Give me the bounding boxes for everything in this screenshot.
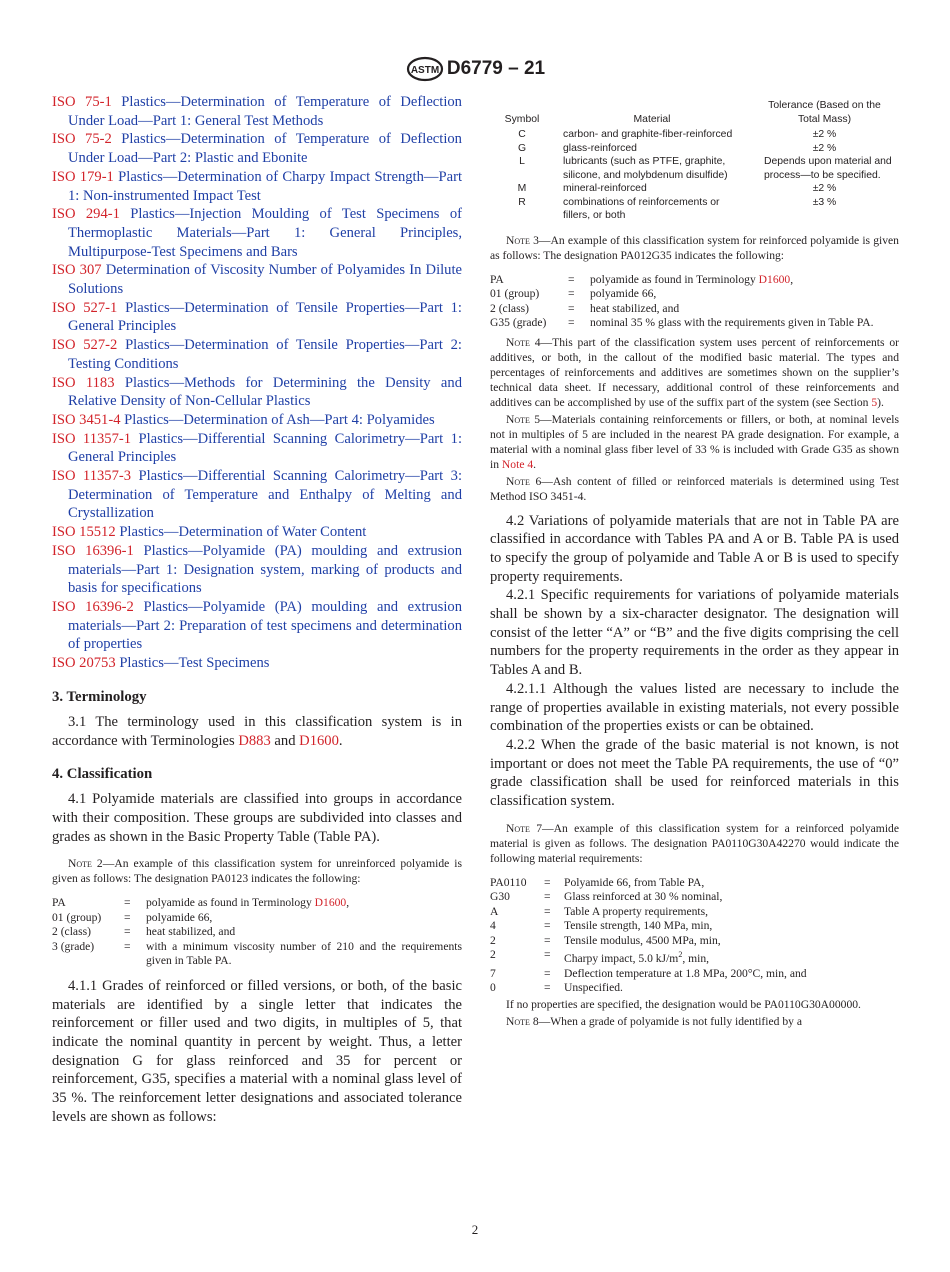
section-5-link[interactable]: 5 (871, 395, 878, 409)
reference-item (52, 430, 462, 467)
reference-item (52, 542, 462, 598)
reference-item (52, 336, 462, 373)
note-5: Note 5—Materials containing reinforcements or fillers, or both, at nominal levels not in multiples of 5 are included in the nearest PA grade designation. For example, a material with a nominal glass fiber level of 33 % is included with Grade G35 as shown in Note 4. (490, 412, 899, 471)
paragraph-4-2-1-1: 4.2.1.1 Although the values listed are necessary to include the range of properties available in existing materials, not every possible combination of the properties exists or can be obtained. (490, 680, 899, 735)
reference-code-link[interactable]: ISO 294-1 (52, 206, 120, 223)
page-header (0, 56, 950, 82)
table-row: G glass-reinforced ±2 % (517, 142, 837, 154)
reference-item (52, 411, 462, 430)
reference-item (52, 374, 462, 411)
definition-row: 7 = Deflection temperature at 1.8 MPa, 200°C, min, and (490, 966, 807, 980)
definition-row: PA = polyamide as found in Terminology D1600, (490, 272, 794, 286)
definition-row: 2 (class) = heat stabilized, and (490, 301, 680, 315)
reference-title-link[interactable]: Plastics—Determination of Ash—Part 4: Polyamides (124, 411, 435, 428)
reference-item (52, 205, 462, 261)
note-label: Note 7 (506, 821, 543, 835)
note-2-definitions (52, 896, 462, 969)
definition-row: 4 = Tensile strength, 140 MPa, min, (490, 919, 713, 933)
reference-code-link[interactable]: ISO 20753 (52, 655, 116, 672)
right-column (490, 99, 899, 1029)
definition-row: 2 = Charpy impact, 5.0 $kJ/m^2$, min, (490, 948, 710, 966)
definition-row: 2 (class) = heat stabilized, and (52, 925, 236, 939)
note-label: Note 8 (506, 1014, 539, 1028)
reference-title-link[interactable]: Plastics—Differential Scanning Calorimetry—Part 3: Determination of Temperature and Enthalpy of Melting and Crystallization (68, 468, 462, 522)
reference-code-link[interactable]: ISO 527-2 (52, 337, 118, 354)
note-7: Note 7—An example of this classification system for a reinforced polyamide material is given as follows. The designation PA0110G30A42270 would indicate the following material requirements: (490, 821, 899, 865)
note-label: Note 6 (506, 474, 542, 488)
definition-row: 0 = Unspecified. (490, 981, 623, 995)
note-label: Note 4 (506, 335, 541, 349)
reference-item (52, 93, 462, 130)
paragraph-4-2-1: 4.2.1 Specific requirements for variations of polyamide materials shall be shown by a six-character designator. The designation will consist of the letter “A” or “B” and the five digits comprising the cell numbers for the property requirements in the order as they appear in Tables A and B. (490, 587, 899, 679)
d1600-link[interactable]: D1600 (758, 272, 791, 286)
definition-row: PA0110 = Polyamide 66, from Table PA, (490, 875, 705, 889)
reference-item (52, 299, 462, 336)
note-2: Note 2—An example of this classification system for unreinforced polyamide is given as follows: The designation PA0123 indicates the following: (52, 857, 462, 886)
reference-title-link[interactable]: Plastics—Polyamide (PA) moulding and extrusion materials—Part 2: Preparation of test specimens and determination of properties (68, 598, 462, 653)
section-3-heading: 3. Terminology (52, 688, 147, 705)
reference-code-link[interactable]: ISO 307 (52, 262, 102, 279)
definition-row: 3 (grade) = with a minimum viscosity number of 210 and the requirements given in Table PA. (52, 939, 462, 968)
reference-code-link[interactable]: ISO 179-1 (52, 168, 114, 185)
reference-title-link[interactable]: Plastics—Determination of Tensile Properties—Part 2: Testing Conditions (68, 337, 462, 372)
section-4-heading: 4. Classification (52, 766, 153, 783)
reference-item (52, 467, 462, 523)
reference-title-link[interactable]: Determination of Viscosity Number of Polyamides In Dilute Solutions (68, 262, 463, 298)
reference-title-link[interactable]: Plastics—Methods for Determining the Density and Relative Density of Non-Cellular Plastics (68, 374, 462, 410)
table-row: L lubricants (such as PTFE, graphite, silicone, and molybdenum disulfide) Depends upon material and process—to be specified. (519, 156, 892, 181)
reference-code-link[interactable]: ISO 11357-3 (52, 468, 132, 485)
definition-row: G35 (grade) = nominal 35 % glass with the requirements given in Table PA. (490, 316, 874, 329)
reference-code-link[interactable]: ISO 15512 (52, 524, 116, 541)
note-4: Note 4—This part of the classification system uses percent of reinforcements or additives, or both, in the callout of the modified basic material. The types and percentages of reinforcements and additives are sometimes shown on the supplier’s technical data sheet. If necessary, additional control of these reinforcements and additives can be accomplished by use of the suffix part of the system (see Section 5). (490, 335, 899, 409)
astm-logo-text: ASTM (410, 65, 440, 76)
definition-row: 2 = Tensile modulus, 4500 MPa, min, (490, 933, 721, 947)
reference-title-link[interactable]: Plastics—Determination of Charpy Impact Strength—Part 1: Non-instrumented Impact Test (68, 168, 462, 204)
table-row: R combinations of reinforcements or fillers, or both ±3 % (518, 196, 837, 221)
left-column (52, 93, 462, 1126)
document-designation: D6779 – 21 (446, 58, 546, 79)
d1600-link[interactable]: D1600 (299, 732, 339, 749)
d883-link[interactable]: D883 (238, 732, 271, 749)
d1600-link[interactable]: D1600 (314, 896, 347, 910)
column-header-symbol: Symbol (504, 113, 540, 125)
reference-title-link[interactable]: Plastics—Determination of Water Content (119, 524, 367, 541)
reference-title-link[interactable]: Plastics—Test Specimens (119, 655, 270, 672)
reference-item (52, 130, 462, 167)
note-3-definitions (490, 273, 899, 331)
reference-title-link[interactable]: Plastics—Determination of Temperature of Deflection Under Load—Part 1: General Test Methods (68, 94, 462, 129)
reference-title-link[interactable]: Plastics—Differential Scanning Calorimetry—Part 1: General Principles (68, 430, 462, 466)
reference-code-link[interactable]: ISO 3451-4 (52, 411, 121, 428)
definition-row: 01 (group) = polyamide 66, (52, 910, 213, 924)
table-header-row (490, 99, 899, 126)
column-header-material: Material (633, 113, 671, 125)
table-row: C carbon- and graphite-fiber-reinforced ±2 % (518, 129, 837, 140)
reference-code-link[interactable]: ISO 75-2 (52, 131, 112, 148)
note-label: Note 2 (68, 857, 103, 871)
reference-item (52, 598, 462, 654)
reference-code-link[interactable]: ISO 11357-1 (52, 430, 132, 447)
reference-item (52, 523, 462, 542)
definition-row: 01 (group) = polyamide 66, (490, 287, 657, 300)
note-7-tail: If no properties are specified, the designation would be PA0110G30A00000. (506, 997, 861, 1011)
paragraph-4-1: 4.1 Polyamide materials are classified into groups in accordance with their composition. These groups are subdivided into classes and grades as shown in the Basic Property Table (Table PA). (52, 791, 462, 845)
note-6: Note 6—Ash content of filled or reinforced materials is determined using Test Method ISO 3451-4. (490, 474, 899, 503)
reference-item (52, 261, 462, 298)
reference-title-link[interactable]: Plastics—Determination of Temperature of Deflection Under Load—Part 2: Plastic and Ebonite (68, 131, 462, 167)
astm-logo-icon (405, 56, 445, 82)
table-row: M mineral-reinforced ±2 % (517, 183, 837, 194)
paragraph-3-1: 3.1 The terminology used in this classification system is in accordance with Terminologies D883 and D1600. (52, 713, 462, 749)
reference-title-link[interactable]: Plastics—Injection Moulding of Test Specimens of Thermoplastic Materials—Part 1: General Principles, Multipurpose-Test Specimens and Bars (68, 206, 462, 260)
note-label: Note 5 (506, 412, 541, 426)
referenced-documents-list (52, 93, 462, 673)
reference-title-link[interactable]: Plastics—Polyamide (PA) moulding and extrusion materials—Part 1: Designation system, marking of products and basis for specifications (68, 542, 462, 597)
reference-title-link[interactable]: Plastics—Determination of Tensile Properties—Part 1: General Principles (68, 299, 462, 335)
reference-code-link[interactable]: ISO 75-1 (52, 94, 112, 110)
column-header-tolerance: Tolerance (Based on the Total Mass) (768, 100, 881, 125)
definition-row: PA = polyamide as found in Terminology D1600, (52, 896, 350, 910)
definition-row: G30 = Glass reinforced at 30 % nominal, (490, 890, 723, 904)
reference-code-link[interactable]: ISO 16396-1 (52, 542, 134, 559)
paragraph-4-2-2: 4.2.2 When the grade of the basic material is not known, is not important or does not meet the Table PA requirements, the use of “0” grade classification shall be used for reinforced materials in this classification system. (490, 736, 899, 810)
reference-item (52, 654, 462, 673)
paragraph-4-2: 4.2 Variations of polyamide materials that are not in Table PA are classified in accordance with Tables PA and A or B. Table PA is used to specify the group of polyamide and Table A or B is used to specify property requirements. (490, 512, 899, 585)
note-label: Note 3 (506, 233, 539, 247)
reference-code-link[interactable]: ISO 16396-2 (52, 598, 134, 615)
paragraph-4-1-1: 4.1.1 Grades of reinforced or filled versions, or both, of the basic materials are identified by a single letter that indicates the reinforcement or filler used and two digits, in multiples of 5, that indicate the nominal quantity in percent by weight. Thus, a letter designation G for glass reinforced and 35 for percent or reinforcement, G35, specifies a material with a nominal glass level of 35 %. The reinforcement letter designations and associated tolerance levels are shown as follows: (52, 977, 462, 1125)
note-7-definitions (490, 876, 899, 996)
note-8: Note 8—When a grade of polyamide is not fully identified by a (506, 1014, 802, 1028)
note-4-link[interactable]: Note 4 (501, 457, 534, 471)
reference-code-link[interactable]: ISO 527-1 (52, 299, 118, 316)
definition-row: A = Table A property requirements, (490, 904, 709, 918)
note-3: Note 3—An example of this classification system for reinforced polyamide is given as follows: The designation PA012G35 indicates the following: (490, 233, 899, 262)
reinforcement-tolerance-table (490, 99, 899, 223)
reference-code-link[interactable]: ISO 1183 (52, 374, 115, 391)
page-number: 2 (471, 1222, 479, 1237)
reference-item (52, 168, 462, 205)
